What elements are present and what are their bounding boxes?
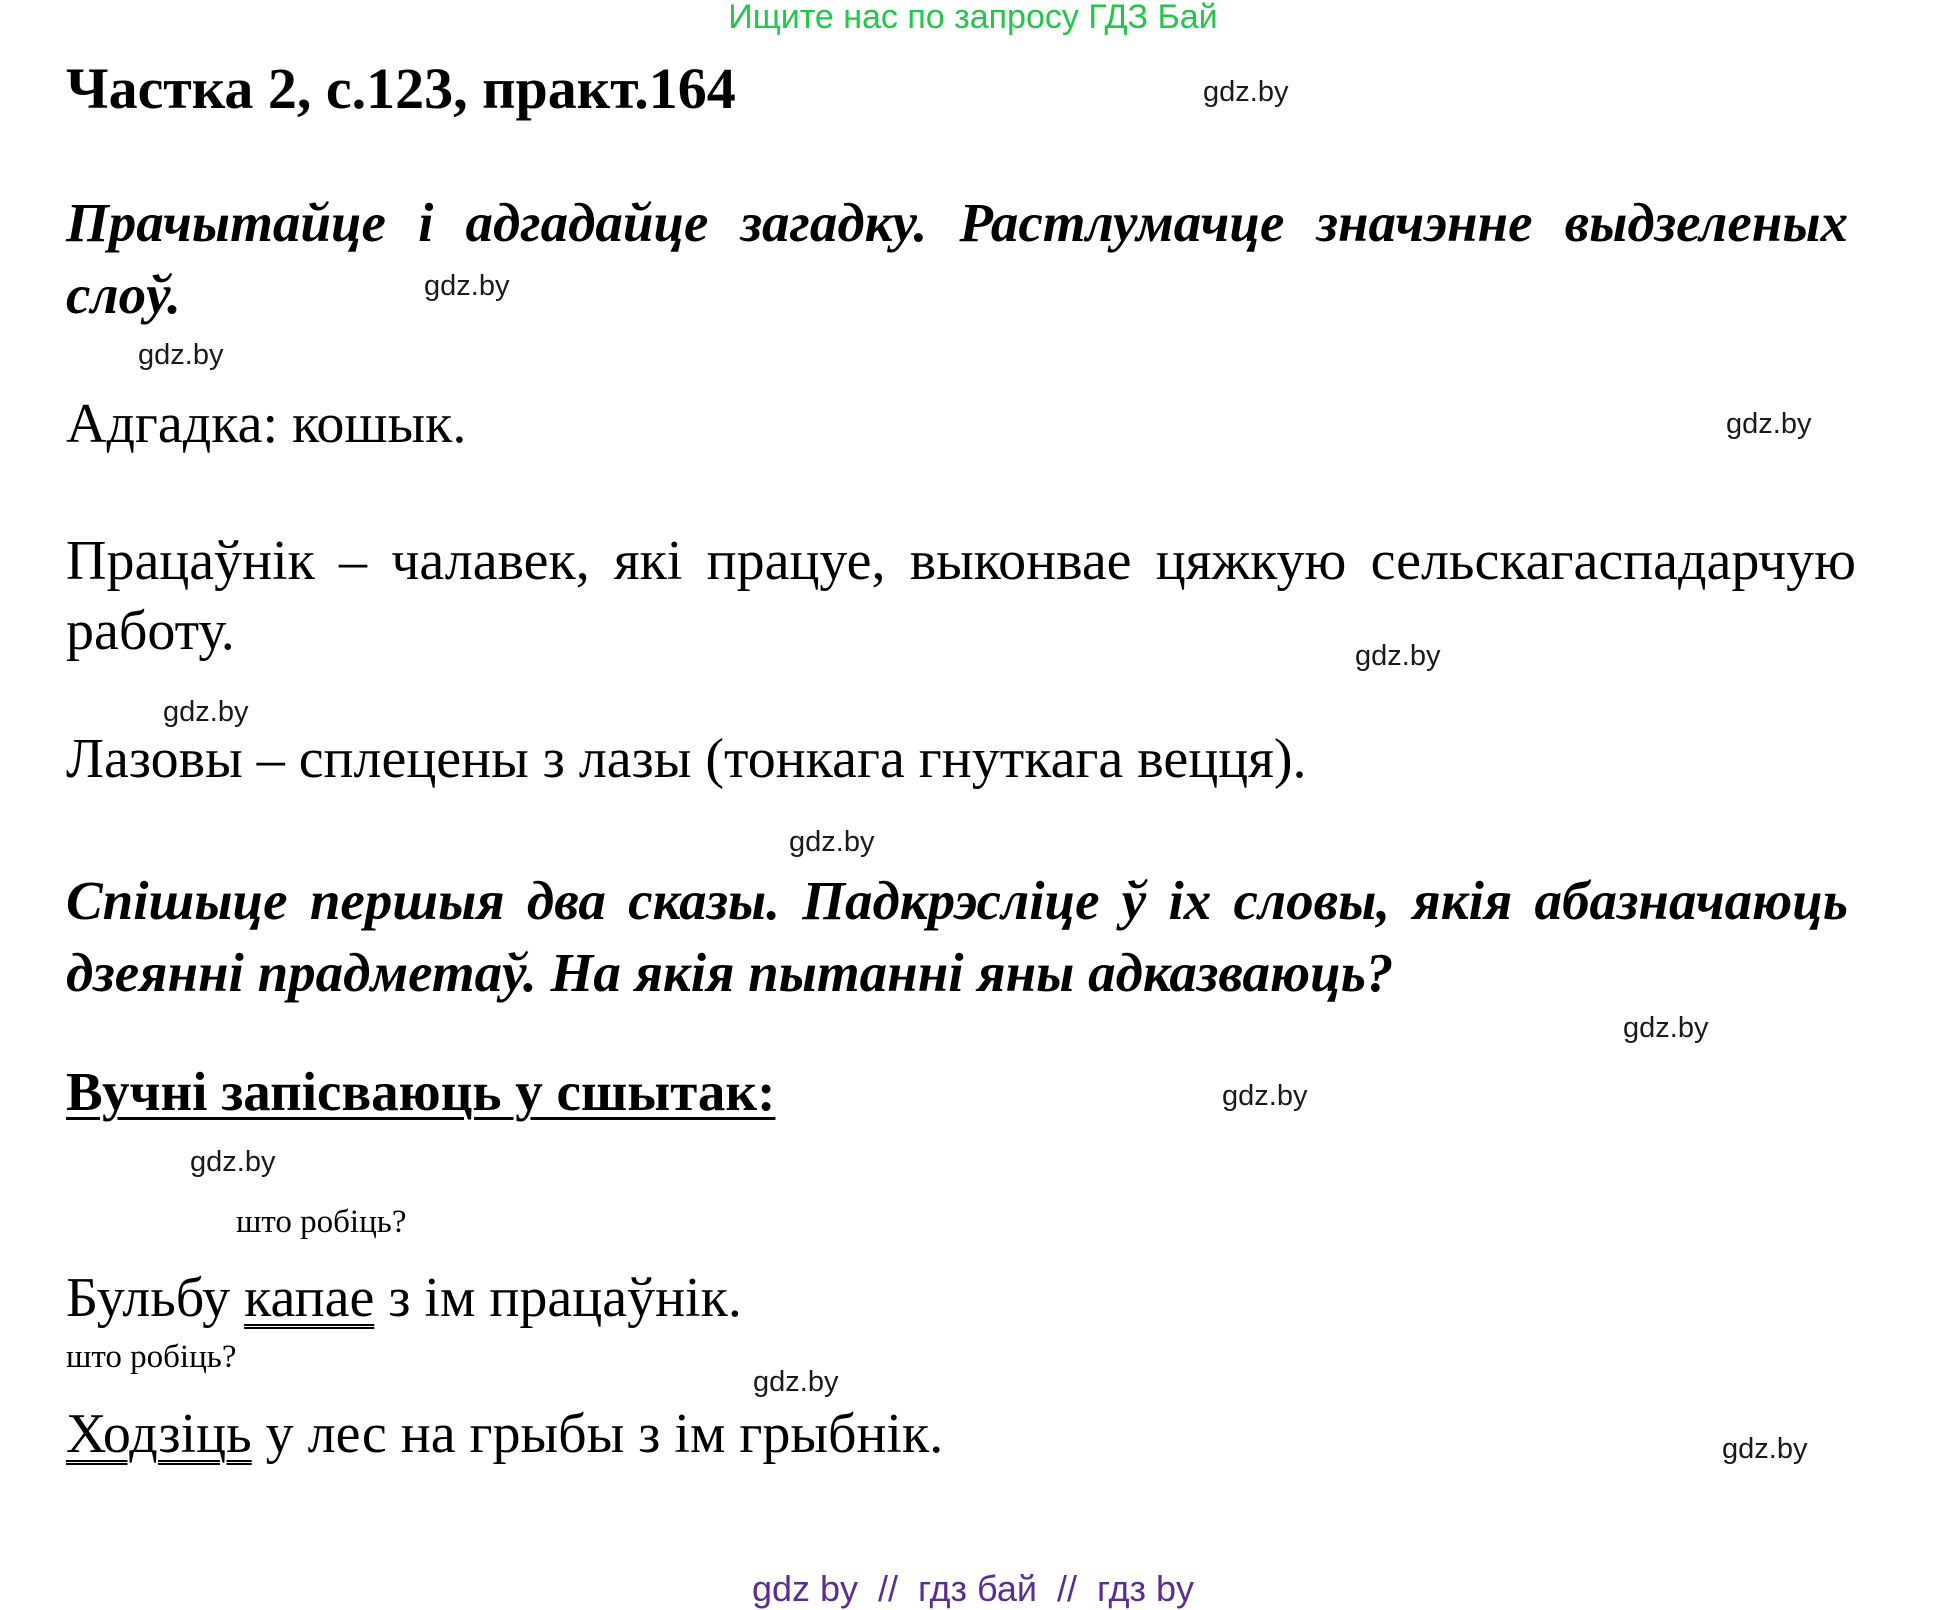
watermark: gdz.by — [1623, 1012, 1709, 1044]
watermark: gdz.by — [1722, 1433, 1808, 1465]
watermark: gdz.by — [1355, 640, 1441, 672]
watermark: gdz.by — [163, 696, 249, 728]
verb-question-label: што робіць? — [66, 1339, 237, 1375]
notebook-heading: Вучні запісваюць у сшытак: — [66, 1061, 776, 1122]
sentence-text: у лес на грыбы з ім грыбнік. — [251, 1403, 944, 1465]
underlined-verb: капае — [244, 1267, 375, 1329]
watermark: gdz.by — [1726, 408, 1812, 440]
task-instruction-2: Спішыце першыя два сказы. Падкрэсліце ў іх словы, якія абазначаюць дзеянні прадметаў. На якія пытанні яны адказваюць? — [66, 870, 1848, 1003]
sentence-text: Бульбу — [66, 1267, 245, 1329]
page-title: Частка 2, с.123, практ.164 — [66, 56, 736, 121]
task-instruction-1: Прачытайце і адгадайце загадку. Растлумачце значэнне выдзеленых слоў. — [66, 192, 1848, 325]
definition-lazovy: Лазовы – сплецены з лазы (тонкага гнуткага вецця). — [66, 728, 1307, 790]
verb-question-label: што робіць? — [236, 1204, 407, 1240]
watermark: gdz.by — [789, 826, 875, 858]
footer-text: gdz by // гдз бай // гдз by — [751, 1568, 1195, 1609]
riddle-answer: Адгадка: кошык. — [66, 393, 467, 455]
definition-pratsaunik: Працаўнік – чалавек, які працуе, выконвае цяжкую сельскагаспадарчую работу. — [66, 530, 1856, 662]
underlined-verb: Ходзіць — [66, 1403, 252, 1465]
example-sentence-1 — [66, 1266, 742, 1330]
watermark: gdz.by — [424, 270, 510, 302]
watermark: gdz.by — [190, 1146, 276, 1178]
watermark: gdz.by — [1203, 76, 1289, 108]
example-sentence-2 — [66, 1402, 943, 1466]
watermark: gdz.by — [138, 339, 224, 371]
watermark: gdz.by — [1222, 1080, 1308, 1112]
watermark: gdz.by — [753, 1366, 839, 1398]
top-banner: Ищите нас по запросу ГДЗ Бай — [728, 0, 1218, 36]
sentence-text: з ім працаўнік. — [374, 1267, 742, 1329]
